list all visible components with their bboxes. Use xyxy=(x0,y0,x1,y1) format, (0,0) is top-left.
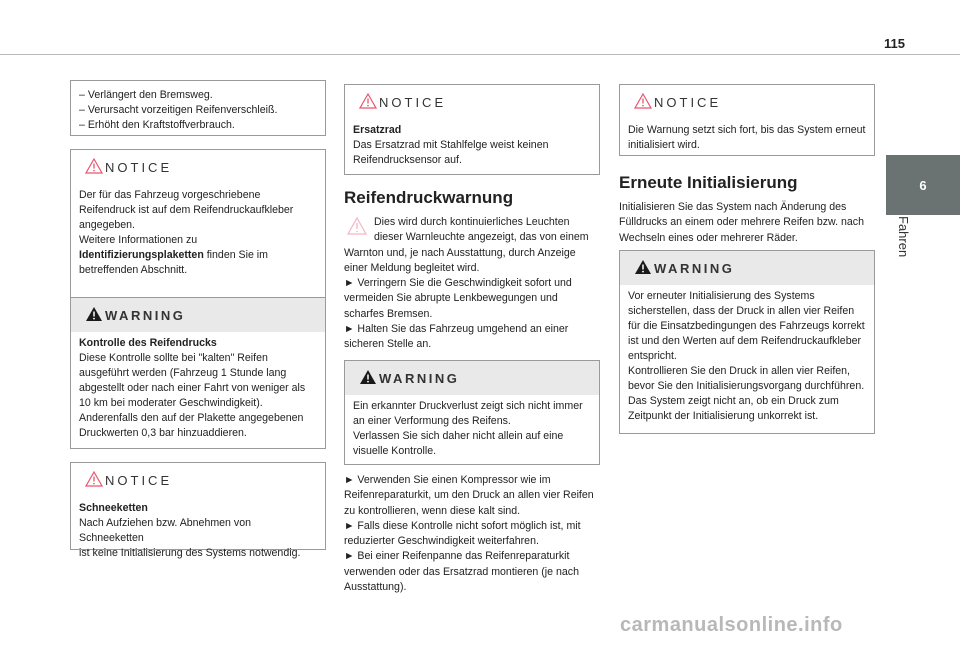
reinit-description xyxy=(619,200,875,246)
warning-title xyxy=(79,336,317,351)
text-line: Das System zeigt nicht an, ob ein Druck zum xyxy=(628,395,839,407)
text-line: Die Warnung setzt sich fort, bis das System erneut xyxy=(628,124,866,136)
notice-label: NOTICE xyxy=(105,159,173,175)
text-line: Verlassen Sie sich daher nicht allein auf eine xyxy=(353,430,564,442)
text-line: Warnton und, je nach Ausstattung, durch Anzeige xyxy=(344,246,576,259)
text-line: Reifenreparaturkit, um den Druck an allen vier Reifen xyxy=(344,489,594,502)
warning-label: WARNING xyxy=(379,370,460,386)
text-line: vermeiden Sie abrupte Lenkbewegungen und xyxy=(344,292,558,305)
text-line: ► Verwenden Sie einen Kompressor wie im xyxy=(344,474,551,486)
text-line: Der für das Fahrzeug vorgeschriebene xyxy=(79,189,261,201)
notice-box-spare-wheel xyxy=(344,84,600,175)
text-line: für die Einsatzbedingungen des Fahrzeugs korrekt xyxy=(628,320,865,332)
notice-header xyxy=(71,150,325,184)
text-line: Weitere Informationen zu xyxy=(79,234,198,246)
text-line xyxy=(79,248,317,263)
warning-box-reinit xyxy=(619,250,875,434)
warning-triangle-icon xyxy=(359,369,377,385)
notice-label: NOTICE xyxy=(379,94,447,110)
text-line: scharfes Bremsen. xyxy=(344,307,433,320)
list-item: – Verursacht vorzeitigen Reifenverschleiß. xyxy=(79,104,278,116)
notice-warning-icon xyxy=(85,158,103,174)
text-line: Wechseln eines oder mehrerer Räder. xyxy=(619,231,798,244)
text-line: betreffenden Abschnitt. xyxy=(79,264,188,276)
warning-header xyxy=(620,251,874,285)
text-line: Anderenfalls den auf der Plakette angegebenen xyxy=(79,412,304,424)
warning-box-pressure-loss xyxy=(344,360,600,465)
text-line: ► Bei einer Reifenpanne das Reifenreparaturkit xyxy=(344,550,570,563)
text-line: Kontrollieren Sie den Druck in allen vier Reifen, xyxy=(628,365,850,377)
section-heading: Reifendruckwarnung xyxy=(344,188,514,207)
notice-warning-icon xyxy=(359,93,377,109)
notice-label: NOTICE xyxy=(654,94,722,110)
warning-description xyxy=(344,215,600,353)
warning-box-pressure-check xyxy=(70,297,326,449)
text-line: Zeitpunkt der Initialisierung unkorrekt ist. xyxy=(628,410,819,422)
text-line: Ausstattung). xyxy=(344,581,407,594)
text-line: Fülldrucks an einem oder mehrere Reifen bzw. nach xyxy=(619,216,864,229)
notice-header xyxy=(620,85,874,119)
text-line: verwenden oder das Ersatzrad montieren (je nach xyxy=(344,565,579,578)
warning-header xyxy=(71,298,325,332)
text-line: zu kontrollieren, wenn diese kalt sind. xyxy=(344,504,521,517)
text-line: Vor erneuter Initialisierung des Systems xyxy=(628,290,815,302)
text-line: ► Verringern Sie die Geschwindigkeit sofort und xyxy=(344,277,572,290)
effects-box xyxy=(70,80,326,136)
instructions xyxy=(344,473,600,595)
warning-triangle-icon xyxy=(85,306,103,322)
watermark: carmanualsonline.info xyxy=(620,614,843,636)
list-item: – Erhöht den Kraftstoffverbrauch. xyxy=(79,119,235,131)
text-line: Druckwerten 0,3 bar hinzuaddieren. xyxy=(79,427,247,439)
text-line: Dies wird durch kontinuierliches Leuchten xyxy=(374,216,570,228)
text-line: ist keine Initialisierung des Systems notwendig. xyxy=(79,547,301,559)
bold-term: Identifizierungsplaketten xyxy=(79,249,204,261)
text-line: an einer Verformung des Reifens. xyxy=(353,415,511,427)
text-line: ausgeführt werden (Fahrzeug 1 Stunde lang xyxy=(79,367,287,379)
notice-header xyxy=(71,463,325,497)
text-line: Diese Kontrolle sollte bei "kalten" Reifen xyxy=(79,352,268,364)
text-line: ► Falls diese Kontrolle nicht sofort möglich ist, mit xyxy=(344,519,581,532)
notice-box-snow-chains xyxy=(70,462,326,559)
text-line: entspricht. xyxy=(628,350,677,362)
text-line: dieser Warnleuchte angezeigt, das von einem xyxy=(374,231,589,244)
text-line: Ein erkannter Druckverlust zeigt sich nicht immer xyxy=(353,400,583,412)
tire-pressure-warning-icon xyxy=(344,215,374,239)
text-line: bevor Sie den Initialisierungsvorgang durchführen. xyxy=(628,380,865,392)
notice-label: NOTICE xyxy=(105,472,173,488)
text-line: sicheren Stelle an. xyxy=(344,338,432,351)
text-line: angegeben. xyxy=(79,219,135,231)
text-line: 10 km bei moderater Geschwindigkeit). xyxy=(79,397,263,409)
text-span: finden Sie im xyxy=(203,249,268,261)
text-line: initialisiert wird. xyxy=(628,139,700,151)
text-line: Das Ersatzrad mit Stahlfelge weist keinen xyxy=(353,139,549,151)
text-line: abgestellt oder nach einer Fahrt von weniger als xyxy=(79,382,306,394)
text-line: ist und den Werten auf dem Reifendruckaufkleber xyxy=(628,335,862,347)
text-line: reduzierter Geschwindigkeit weiterfahren. xyxy=(344,535,539,548)
bold-title: Kontrolle des Reifendrucks xyxy=(79,337,217,349)
text-line: Reifendruck ist auf dem Reifendruckaufkleber xyxy=(79,204,294,216)
chapter-tab[interactable]: 6 xyxy=(886,155,960,215)
warning-label: WARNING xyxy=(654,260,735,276)
warning-triangle-icon xyxy=(634,259,652,275)
text-line: ► Halten Sie das Fahrzeug umgehend an einer xyxy=(344,323,569,336)
notice-box-warning-persists xyxy=(619,84,875,156)
bold-title: Schneeketten xyxy=(79,502,148,514)
notice-header xyxy=(345,85,599,119)
notice-warning-icon xyxy=(634,93,652,109)
list-item: – Verlängert den Bremsweg. xyxy=(79,89,213,101)
bold-title: Ersatzrad xyxy=(353,124,402,136)
text-line: Reifendrucksensor auf. xyxy=(353,154,462,166)
page-number: 115 xyxy=(884,36,905,51)
warning-header xyxy=(345,361,599,395)
section-heading: Erneute Initialisierung xyxy=(619,173,798,192)
header-rule xyxy=(0,54,960,55)
text-line: Initialisieren Sie das System nach Änderung des xyxy=(619,201,847,213)
text-line: Nach Aufziehen bzw. Abnehmen von Schneeketten xyxy=(79,517,251,544)
chapter-title: Fahren xyxy=(896,216,911,258)
text-line: sicherstellen, dass der Druck in allen vier Reifen xyxy=(628,305,855,317)
text-line: visuelle Kontrolle. xyxy=(353,445,437,457)
warning-label: WARNING xyxy=(105,307,186,323)
text-line: einer Meldung begleitet wird. xyxy=(344,261,480,274)
notice-warning-icon xyxy=(85,471,103,487)
